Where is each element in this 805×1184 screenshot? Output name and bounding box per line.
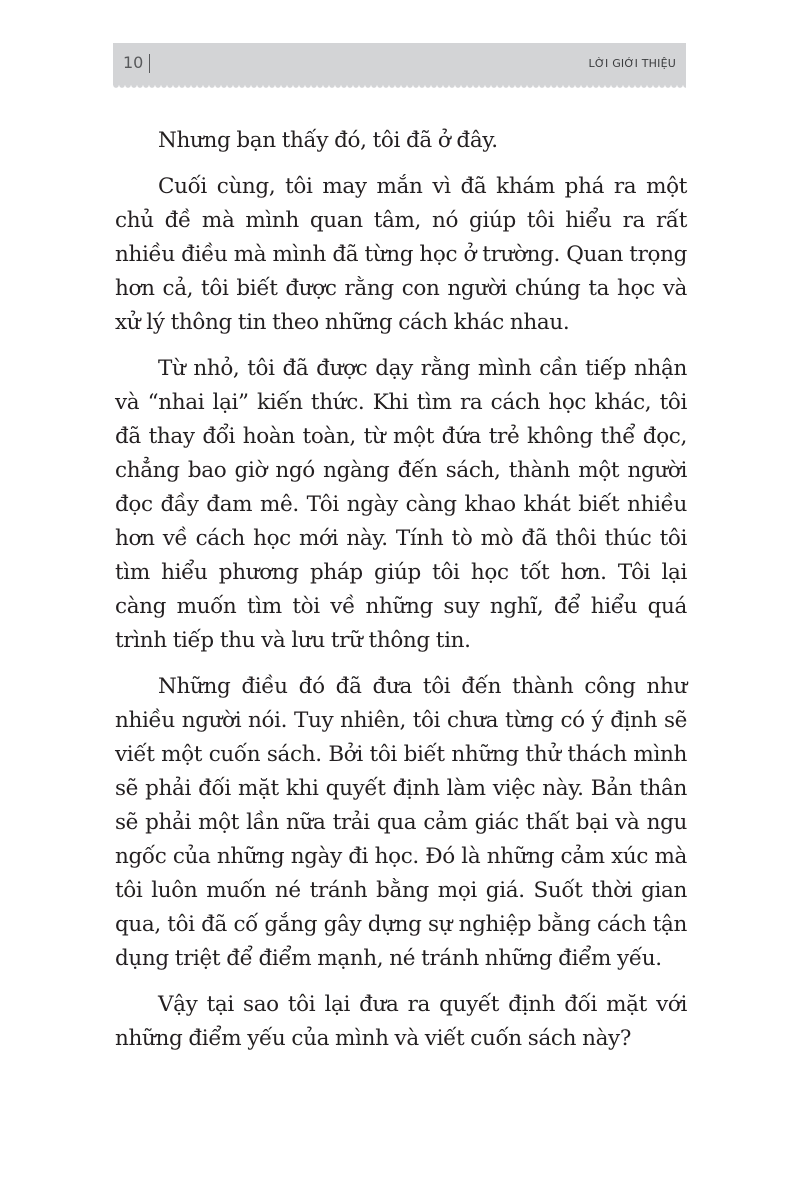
paragraph: Nhưng bạn thấy đó, tôi đã ở đây. xyxy=(158,128,498,153)
paragraph: Cuối cùng, tôi may mắn vì đã khám phá ra một chủ đề mà mình quan tâm, nó giúp tôi hiểu ra rất nhiều điều mà mình đã từng học ở trường. Quan trọng hơn cả, tôi biết được rằng con người chúng ta học và xử lý thông tin theo những cách khác nhau. xyxy=(115,174,687,335)
page-number: 10 xyxy=(123,53,144,72)
paragraph: Vậy tại sao tôi lại đưa ra quyết định đối mặt với những điểm yếu của mình và viết cuốn sách này? xyxy=(115,992,687,1051)
paragraph: Từ nhỏ, tôi đã được dạy rằng mình cần tiếp nhận và “nhai lại” kiến thức. Khi tìm ra cách học khác, tôi đã thay đổi hoàn toàn, từ một đứa trẻ không thể đọc, chẳng bao giờ ngó ngàng đến sách, thành một người đọc đầy đam mê. Tôi ngày càng khao khát biết nhiều hơn về cách học mới này. Tính tò mò đã thôi thúc tôi tìm hiểu phương pháp giúp tôi học tốt hơn. Tôi lại càng muốn tìm tòi về những suy nghĩ, để hiểu quá trình tiếp thu và lưu trữ thông tin. xyxy=(115,356,687,653)
header-divider xyxy=(149,54,150,73)
body-text xyxy=(115,124,687,1068)
section-title: LỜI GIỚI THIỆU xyxy=(588,57,676,70)
running-header xyxy=(113,43,686,85)
paragraph: Những điều đó đã đưa tôi đến thành công như nhiều người nói. Tuy nhiên, tôi chưa từng có ý định sẽ viết một cuốn sách. Bởi tôi biết những thử thách mình sẽ phải đối mặt khi quyết định làm việc này. Bản thân sẽ phải một lần nữa trải qua cảm giác thất bại và ngu ngốc của những ngày đi học. Đó là những cảm xúc mà tôi luôn muốn né tránh bằng mọi giá. Suốt thời gian qua, tôi đã cố gắng gây dựng sự nghiệp bằng cách tận dụng triệt để điểm mạnh, né tránh những điểm yếu. xyxy=(115,674,687,971)
